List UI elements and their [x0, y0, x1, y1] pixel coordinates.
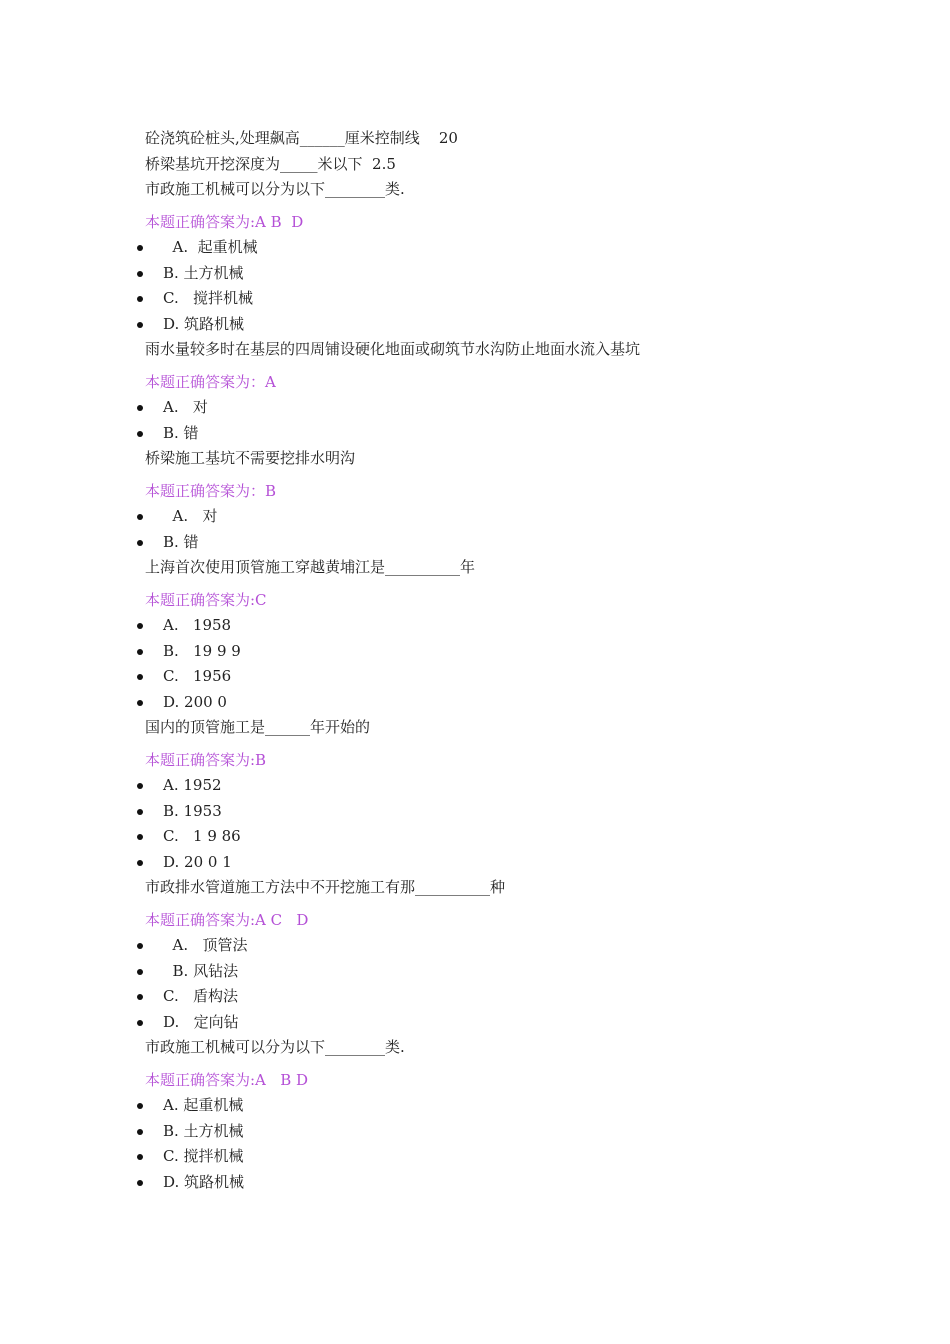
- option-item: [145, 312, 865, 338]
- bullet-icon: [137, 322, 143, 328]
- option-text: B. 错: [163, 423, 199, 442]
- correct-answer: 本题正确答案为:A C D: [145, 910, 309, 929]
- question-block: [145, 446, 865, 555]
- option-text: B. 1953: [163, 801, 222, 820]
- bullet-icon: [137, 623, 143, 629]
- question-text: 桥梁施工基坑不需要挖排水明沟: [145, 449, 356, 467]
- intro-line: 砼浇筑砼桩头,处理飙高______厘米控制线 20: [145, 129, 458, 147]
- option-item: [145, 690, 865, 716]
- correct-answer: 本题正确答案为：B: [145, 481, 277, 500]
- option-text: D. 200 0: [163, 692, 227, 711]
- option-text: D. 筑路机械: [163, 1172, 245, 1191]
- option-item: [145, 984, 865, 1010]
- option-text: C. 搅拌机械: [163, 289, 254, 307]
- correct-answer: 本题正确答案为：A: [145, 372, 276, 391]
- question-text: 市政施工机械可以分为以下________类.: [145, 1038, 405, 1056]
- option-text: D. 20 0 1: [163, 852, 232, 871]
- bullet-icon: [137, 1154, 143, 1160]
- option-item: [145, 773, 865, 799]
- question-text: 雨水量较多时在基层的四周铺设硬化地面或砌筑节水沟防止地面水流入基坑: [145, 340, 641, 358]
- option-text: C. 搅拌机械: [163, 1147, 244, 1165]
- option-text: C. 1 9 86: [163, 827, 241, 845]
- question-block: [145, 177, 865, 337]
- question-text: 市政排水管道施工方法中不开挖施工有那__________种: [145, 878, 506, 896]
- option-text: A. 1958: [163, 616, 232, 634]
- question-block: [145, 337, 865, 446]
- bullet-icon: [137, 834, 143, 840]
- question-text: 市政施工机械可以分为以下________类.: [145, 180, 405, 198]
- bullet-icon: [137, 514, 143, 520]
- option-item: [145, 933, 865, 959]
- option-item: [145, 235, 865, 261]
- bullet-icon: [137, 994, 143, 1000]
- intro-line: 桥梁基坑开挖深度为_____米以下 2.5: [145, 154, 396, 173]
- option-text: B. 土方机械: [163, 263, 244, 282]
- option-item: [145, 639, 865, 665]
- bullet-icon: [137, 674, 143, 680]
- option-item: [145, 421, 865, 447]
- option-item: [145, 286, 865, 312]
- option-text: B. 19 9 9: [163, 641, 241, 660]
- bullet-icon: [137, 969, 143, 975]
- option-text: D. 筑路机械: [163, 314, 245, 333]
- option-text: A. 对: [163, 507, 218, 525]
- option-item: [145, 1119, 865, 1145]
- bullet-icon: [137, 405, 143, 411]
- bullet-icon: [137, 245, 143, 251]
- option-text: A. 1952: [163, 776, 222, 794]
- bullet-icon: [137, 296, 143, 302]
- correct-answer: 本题正确答案为:A B D: [145, 1070, 309, 1089]
- option-text: A. 起重机械: [163, 1096, 244, 1114]
- option-item: [145, 613, 865, 639]
- bullet-icon: [137, 1020, 143, 1026]
- option-text: C. 1956: [163, 667, 232, 685]
- question-block: [145, 875, 865, 1035]
- option-item: [145, 664, 865, 690]
- bullet-icon: [137, 943, 143, 949]
- bullet-icon: [137, 1103, 143, 1109]
- option-item: [145, 1170, 865, 1196]
- option-text: A. 对: [163, 398, 208, 416]
- option-item: [145, 395, 865, 421]
- bullet-icon: [137, 540, 143, 546]
- document-content: [145, 126, 865, 1195]
- option-text: B. 错: [163, 532, 199, 551]
- bullet-icon: [137, 271, 143, 277]
- question-text: 上海首次使用顶管施工穿越黄埔江是__________年: [145, 558, 476, 576]
- option-item: [145, 1144, 865, 1170]
- option-item: [145, 824, 865, 850]
- option-item: [145, 261, 865, 287]
- question-text: 国内的顶管施工是______年开始的: [145, 718, 371, 736]
- bullet-icon: [137, 1180, 143, 1186]
- option-text: C. 盾构法: [163, 987, 239, 1005]
- correct-answer: 本题正确答案为:C: [145, 590, 267, 609]
- bullet-icon: [137, 809, 143, 815]
- option-text: B. 土方机械: [163, 1121, 244, 1140]
- question-block: [145, 1035, 865, 1195]
- option-text: A. 顶管法: [163, 936, 248, 954]
- option-item: [145, 530, 865, 556]
- option-item: [145, 1010, 865, 1036]
- question-block: [145, 715, 865, 875]
- option-item: [145, 959, 865, 985]
- option-text: A. 起重机械: [163, 238, 258, 256]
- option-item: [145, 799, 865, 825]
- correct-answer: 本题正确答案为:A B D: [145, 212, 304, 231]
- correct-answer: 本题正确答案为:B: [145, 750, 267, 769]
- bullet-icon: [137, 1129, 143, 1135]
- bullet-icon: [137, 431, 143, 437]
- option-item: [145, 1093, 865, 1119]
- option-text: D. 定向钻: [163, 1012, 239, 1031]
- option-text: B. 风钻法: [163, 961, 239, 980]
- question-block: [145, 555, 865, 715]
- bullet-icon: [137, 649, 143, 655]
- option-item: [145, 850, 865, 876]
- option-item: [145, 504, 865, 530]
- bullet-icon: [137, 860, 143, 866]
- bullet-icon: [137, 700, 143, 706]
- bullet-icon: [137, 783, 143, 789]
